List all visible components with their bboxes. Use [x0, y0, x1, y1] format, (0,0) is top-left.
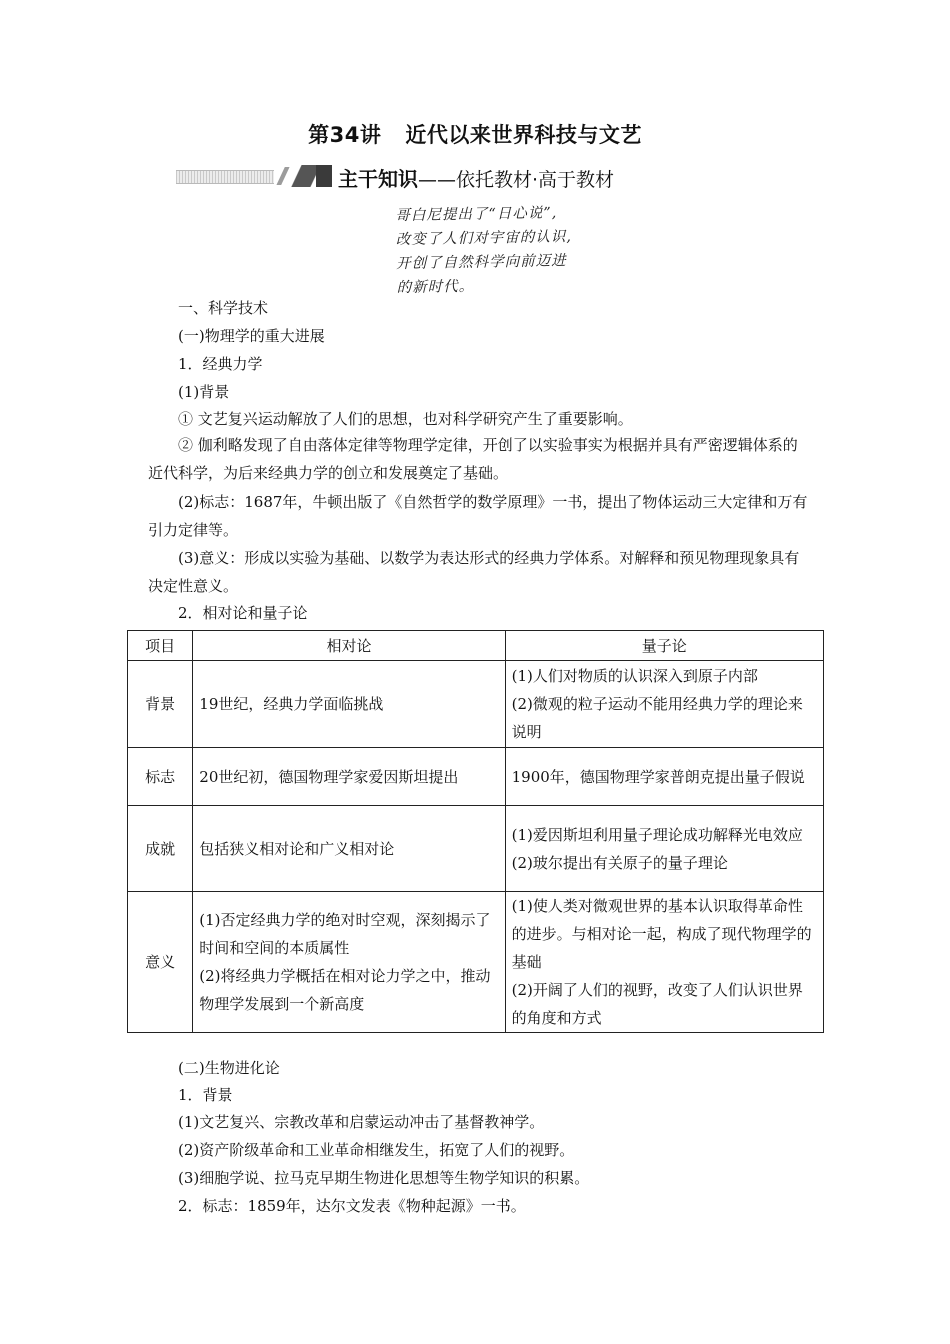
subsection-heading: (一)物理学的重大进展 [178, 327, 325, 345]
paragraph: (3)细胞学说、拉马克早期生物进化思想等生物学知识的积累。 [178, 1169, 590, 1187]
cell-line: (2)开阔了人们的视野，改变了人们认识世界的角度和方式 [511, 981, 803, 1027]
cell-line: 20世纪初，德国物理学家爱因斯坦提出 [199, 767, 459, 786]
table-header-cell: 项目 [128, 631, 193, 661]
cell-line: (2)玻尔提出有关原子的量子理论 [511, 853, 728, 872]
handnote-line: 的新时代。 [396, 278, 475, 297]
table-header-row [128, 631, 824, 661]
table-cell [505, 661, 823, 748]
handnote-line: 改变了人们对宇宙的认识, [395, 229, 573, 249]
section-heading: 一、科学技术 [178, 299, 269, 317]
comparison-table [127, 630, 824, 1033]
cell-line: 1900年，德国物理学家普朗克提出量子假说 [511, 767, 805, 786]
table-cell-item: 意义 [128, 892, 193, 1033]
table-header-cell: 相对论 [193, 631, 505, 661]
handwritten-note [395, 200, 637, 300]
table-cell-item: 背景 [128, 661, 193, 748]
cell-line: (1)使人类对微观世界的基本认识取得革命性的进步。与相对论一起，构成了现代物理学的基础 [511, 897, 812, 971]
table-cell-item: 标志 [128, 748, 193, 806]
banner-rest: ——依托教材·高于教材 [418, 169, 615, 191]
table-cell [193, 748, 505, 806]
subsection-heading: (二)生物进化论 [178, 1059, 280, 1077]
handnote-line: 哥白尼提出了“日心说”, [395, 205, 558, 225]
table-cell-item: 成就 [128, 806, 193, 892]
cell-line: 包括狭义相对论和广义相对论 [199, 839, 395, 858]
table-row [128, 892, 824, 1033]
cell-line: (2)微观的粒子运动不能用经典力学的理论来说明 [511, 695, 803, 741]
cell-line: (1)人们对物质的认识深入到原子内部 [511, 667, 758, 685]
paragraph: (2)资产阶级革命和工业革命相继发生，拓宽了人们的视野。 [178, 1141, 575, 1159]
cell-line: 19世纪，经典力学面临挑战 [199, 695, 384, 713]
paragraph: (2)标志：1687年，牛顿出版了《自然哲学的数学原理》一书，提出了物体运动三大定律和万有引力定律等。 [148, 493, 808, 539]
table-row [128, 748, 824, 806]
handnote-line: 开创了自然科学向前迈进 [396, 253, 567, 273]
paragraph: (1)文艺复兴、宗教改革和启蒙运动冲击了基督教神学。 [178, 1113, 545, 1131]
lecture-number: 第34讲 [308, 123, 382, 147]
table-cell [193, 661, 505, 748]
cell-line: (1)否定经典力学的绝对时空观，深刻揭示了时间和空间的本质属性 [199, 911, 491, 957]
table-cell [505, 748, 823, 806]
item-heading: 1．经典力学 [178, 355, 263, 373]
item-heading: 2．相对论和量子论 [178, 604, 308, 622]
banner-block-decoration [316, 165, 332, 187]
cell-line: (2)将经典力学概括在相对论力学之中，推动物理学发展到一个新高度 [199, 967, 491, 1013]
lecture-topic: 近代以来世界科技与文艺 [405, 123, 642, 147]
item-heading: 2．标志：1859年，达尔文发表《物种起源》一书。 [178, 1197, 526, 1215]
table-cell [505, 892, 823, 1033]
item-label: (1)背景 [178, 383, 230, 401]
table-row [128, 661, 824, 748]
section-banner [176, 163, 676, 189]
cell-line: (1)爱因斯坦利用量子理论成功解释光电效应 [511, 825, 803, 844]
page-title [0, 119, 950, 149]
table-cell [505, 806, 823, 892]
paragraph: ② 伽利略发现了自由落体定律等物理学定律，开创了以实验事实为根据并具有严密逻辑体系的近代科学，为后来经典力学的创立和发展奠定了基础。 [148, 436, 798, 482]
banner-strong: 主干知识 [338, 167, 418, 191]
banner-text [338, 163, 614, 192]
paragraph: ① 文艺复兴运动解放了人们的思想，也对科学研究产生了重要影响。 [178, 410, 633, 428]
table-header-cell: 量子论 [505, 631, 823, 661]
item-heading: 1．背景 [178, 1086, 233, 1104]
table-cell [193, 892, 505, 1033]
paragraph: (3)意义：形成以实验为基础、以数学为表达形式的经典力学体系。对解释和预见物理现象具有决定性意义。 [148, 549, 800, 595]
banner-decoration [176, 170, 274, 184]
table-cell [193, 806, 505, 892]
table-row [128, 806, 824, 892]
